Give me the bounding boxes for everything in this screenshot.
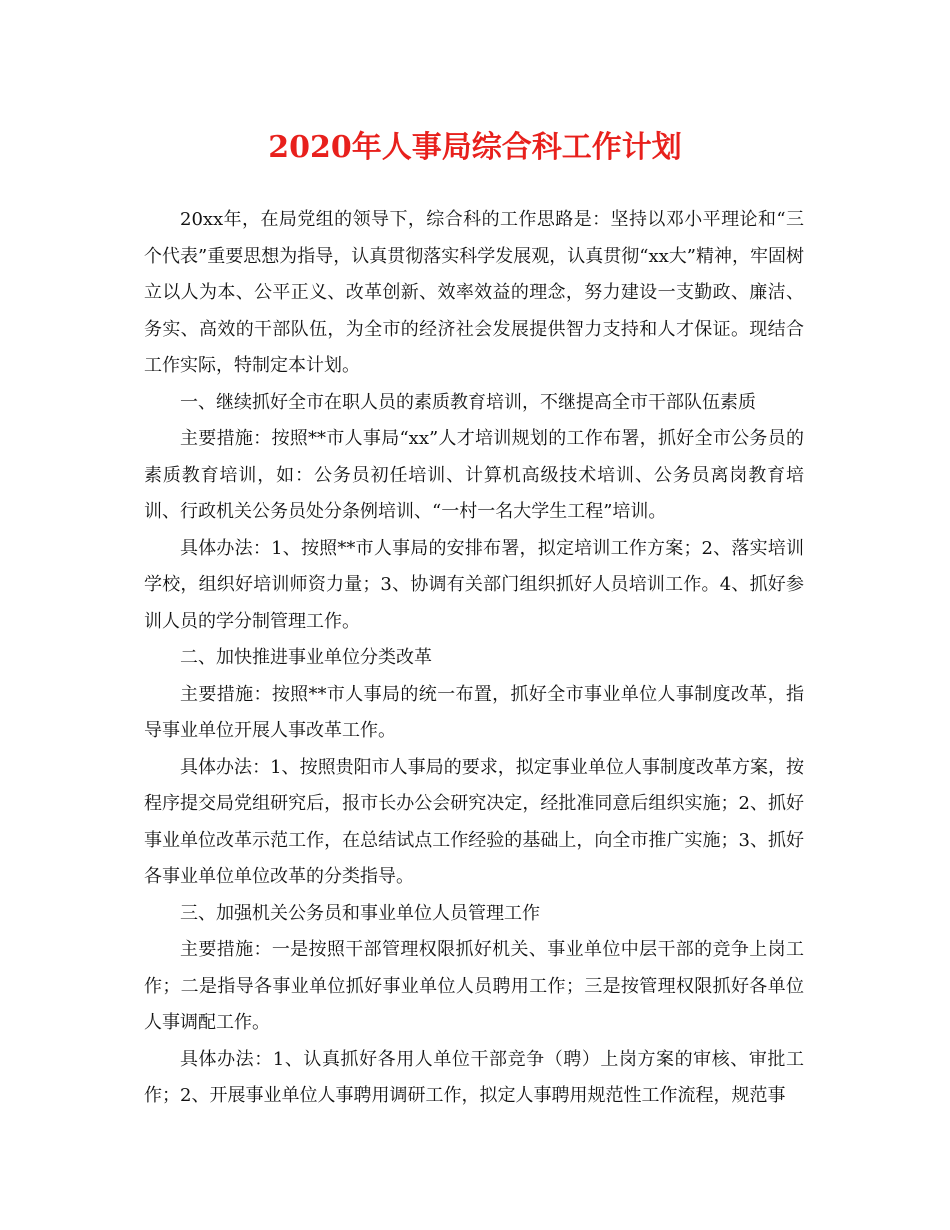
document-body — [144, 202, 804, 1115]
paragraph-measures-3: 主要措施：一是按照干部管理权限抓好机关、事业单位中层干部的竞争上岗工作；二是指导各事业单位抓好事业单位人员聘用工作；三是按管理权限抓好各单位人事调配工作。 — [144, 939, 804, 1033]
paragraph-intro: 20xx年，在局党组的领导下，综合科的工作思路是：坚持以邓小平理论和“三个代表”重要思想为指导，认真贯彻落实科学发展观，认真贯彻“xx大”精神，牢固树立以人为本、公平正义、改革创新、效率效益的理念，努力建设一支勤政、廉洁、务实、高效的干部队伍，为全市的经济社会发展提供智力支持和人才保证。现结合工作实际，特制定本计划。 — [144, 209, 804, 376]
paragraph-methods-2: 具体办法：1、按照贵阳市人事局的要求，拟定事业单位人事制度改革方案，按程序提交局党组研究后，报市长办公会研究决定，经批准同意后组织实施；2、抓好事业单位改革示范工作，在总结试点工作经验的基础上，向全市推广实施；3、抓好各事业单位单位改革的分类指导。 — [144, 756, 804, 887]
paragraph-methods-3: 具体办法：1、认真抓好各用人单位干部竞争（聘）上岗方案的审核、审批工作；2、开展事业单位人事聘用调研工作，拟定人事聘用规范性工作流程，规范事 — [144, 1048, 804, 1106]
paragraph-methods-1: 具体办法：1、按照**市人事局的安排布署，拟定培训工作方案；2、落实培训学校，组织好培训师资力量；3、协调有关部门组织抓好人员培训工作。4、抓好参训人员的学分制管理工作。 — [144, 537, 804, 632]
section-heading-2: 二、加快推进事业单位分类改革 — [180, 647, 432, 668]
document-title: 2020年人事局综合科工作计划 — [268, 130, 682, 165]
paragraph-measures-1: 主要措施：按照**市人事局“xx”人才培训规划的工作布署，抓好全市公务员的素质教育培训，如：公务员初任培训、计算机高级技术培训、公务员离岗教育培训、行政机关公务员处分条例培训、“一村一名大学生工程”培训。 — [144, 428, 804, 522]
section-heading-1: 一、继续抓好全市在职人员的素质教育培训，不继提高全市干部队伍素质 — [180, 391, 756, 413]
paragraph-measures-2: 主要措施：按照**市人事局的统一布置，抓好全市事业单位人事制度改革，指导事业单位开展人事改革工作。 — [144, 683, 804, 741]
section-heading-3: 三、加强机关公务员和事业单位人员管理工作 — [180, 902, 540, 924]
